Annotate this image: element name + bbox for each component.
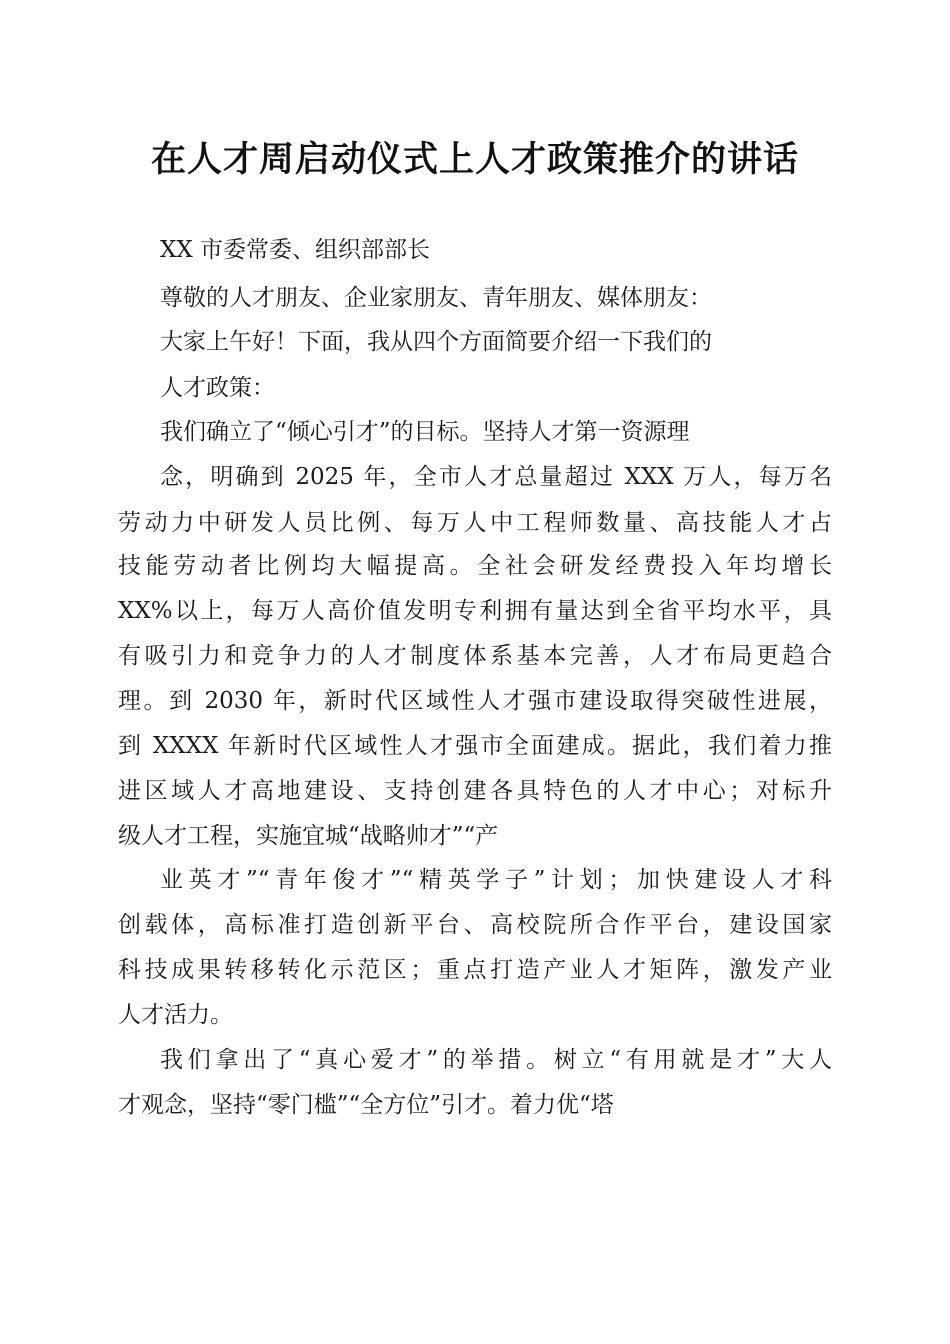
paragraph-1-line-3: 劳动力中研发人员比例、每万人中工程师数量、高技能人才占 [118,510,832,536]
paragraph-1-line-5: XX%以上，每万人高价值发明专利拥有量达到全省平均水平，具 [118,598,832,624]
greeting-line: 大家上午好！下面，我从四个方面简要介绍一下我们的 [160,329,712,355]
paragraph-2-line-3: 科技成果转移转化示范区；重点打造产业人才矩阵，激发产业 [118,957,832,983]
paragraph-1-line-10: 级人才工程，实施宜城“战略帅才”“产 [118,823,499,849]
paragraph-2-line-4: 人才活力。 [118,1002,233,1028]
salutation-line: 尊敬的人才朋友、企业家朋友、青年朋友、媒体朋友： [160,285,712,311]
paragraph-1-line-7: 理。到 2030 年，新时代区域性人才强市建设取得突破性进展， [118,688,832,714]
paragraph-1-line-8: 到 XXXX 年新时代区域性人才强市全面建成。据此，我们着力推 [118,733,832,759]
paragraph-2-line-1: 业英才”“青年俊才”“精英学子”计划；加快建设人才科 [160,867,832,893]
paragraph-1-line-1: 我们确立了“倾心引才”的目标。坚持人才第一资源理 [160,419,690,445]
paragraph-1-line-4: 技能劳动者比例均大幅提高。全社会研发经费投入年均增长 [118,553,832,579]
document-title: 在人才周启动仪式上人才政策推介的讲话 [150,139,799,180]
paragraph-1-line-9: 进区域人才高地建设、支持创建各具特色的人才中心；对标升 [118,778,832,804]
paragraph-1-line-2: 念，明确到 2025 年，全市人才总量超过 XXX 万人，每万名 [160,464,832,490]
author-line: XX 市委常委、组织部部长 [160,237,431,263]
paragraph-3-line-2: 才观念，坚持“零门槛”“全方位”引才。着力优“塔 [118,1092,614,1118]
greeting-line-continued: 人才政策： [160,375,275,401]
paragraph-3-line-1: 我们拿出了“真心爱才”的举措。树立“有用就是才”大人 [160,1047,832,1073]
paragraph-2-line-2: 创载体，高标准打造创新平台、高校院所合作平台，建设国家 [118,912,832,938]
paragraph-1-line-6: 有吸引力和竞争力的人才制度体系基本完善，人才布局更趋合 [118,643,832,669]
